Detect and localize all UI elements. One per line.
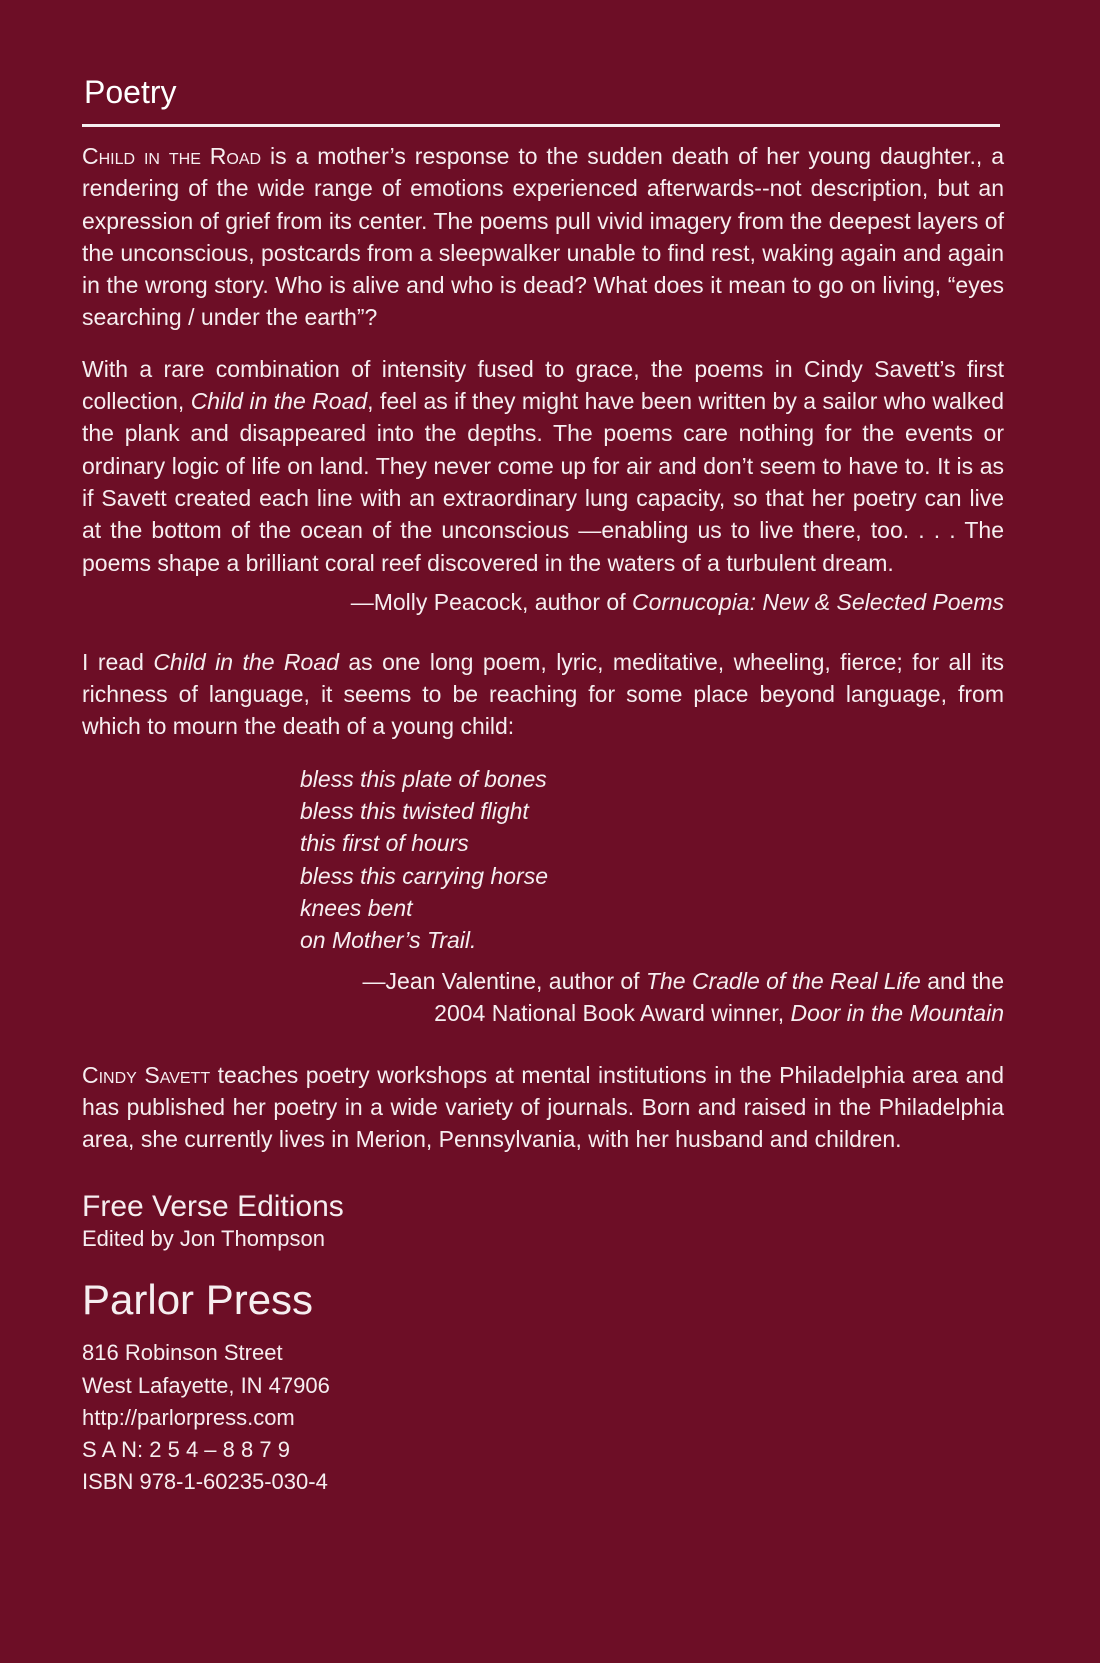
verse-line: this first of hours [300, 830, 469, 857]
author-name: Cindy Savett [82, 1061, 211, 1088]
attribution-suffix: and the [920, 967, 1004, 994]
attribution-line-1 [82, 965, 1004, 997]
attribution-title: Cornucopia: New & Selected Poems [631, 588, 1004, 615]
blurb-peacock [82, 353, 1004, 579]
attribution-prefix: —Jean Valentine, author of [362, 967, 646, 994]
blurb-text-before: With a rare combination of intensity fused to grace, the poems in Cindy Savett’s first collection, [82, 355, 1004, 415]
book-title: Child in the Road [82, 143, 262, 169]
attribution-line-2 [82, 997, 1004, 1029]
blurb-text-after: as one long poem, lyric, meditative, wheeling, fierce; for all its richness of language, it seems to be reaching for some place beyond language, from which to mourn the death of a young child: [82, 648, 1004, 740]
verse-line: bless this plate of bones [300, 765, 547, 792]
publisher-city: West Lafayette, IN 47906 [82, 1372, 330, 1398]
quoted-verse [300, 763, 1004, 957]
publisher-street: 816 Robinson Street [82, 1340, 283, 1366]
publisher-url: http://parlorpress.com [82, 1404, 295, 1430]
verse-line: on Mother’s Trail. [300, 927, 477, 954]
blurb-valentine-attribution [82, 965, 1004, 1029]
verse-line: bless this carrying horse [300, 862, 548, 889]
author-bio [82, 1059, 1004, 1156]
genre-label: Poetry [84, 74, 177, 110]
publisher-address [82, 1337, 1004, 1498]
publisher-san: S A N: 2 5 4 – 8 8 7 9 [82, 1437, 290, 1463]
blurb-text-after: , feel as if they might have been written by a sailor who walked the plank and disappeared into the depths. The poems care nothing for the events or ordinary logic of life on land. They never come up for air and don’t seem to have to. It is as if Savett created each line with an extraordinary lung capacity, so that her poetry can live at the bottom of the ocean of the unconscious —enabling us to live there, too. . . . The poems shape a brilliant coral reef discovered in the waters of a turbulent dream. [82, 388, 1004, 576]
series-editor: Edited by Jon Thompson [82, 1226, 325, 1252]
blurb-book-title: Child in the Road [190, 388, 368, 415]
verse-line: knees bent [300, 894, 413, 921]
bio-text: teaches poetry workshops at mental institutions in the Philadelphia area and has published her poetry in a wide variety of journals. Born and raised in the Philadelphia area, she currently lives in Merion, Pennsylvania, with her husband and children. [82, 1061, 1004, 1153]
blurb-text-before: I read [82, 648, 154, 675]
attribution-prefix: —Molly Peacock, author of [350, 588, 632, 615]
publisher-name: Parlor Press [82, 1276, 314, 1324]
blurb-peacock-attribution [82, 586, 1004, 618]
description-text: is a mother’s response to the sudden death of her young daughter., a rendering of the wide range of emotions experienced afterwards--not description, but an expression of grief from its center. The poems pull vivid imagery from the deepest layers of the unconscious, postcards from a sleepwalker unable to find rest, waking again and again in the wrong story. Who is alive and who is dead? What does it mean to go on living, “eyes searching / under the earth”? [82, 143, 1004, 331]
blurb-valentine [82, 646, 1004, 743]
series-block [82, 1189, 1004, 1253]
series-name: Free Verse Editions [82, 1190, 344, 1224]
book-description [82, 140, 1004, 334]
attribution-prefix: 2004 National Book Award winner, [434, 999, 791, 1026]
attribution-title: Door in the Mountain [790, 999, 1004, 1026]
publisher-isbn: ISBN 978-1-60235-030-4 [82, 1469, 328, 1495]
attribution-title: The Cradle of the Real Life [645, 967, 921, 994]
verse-line: bless this twisted flight [300, 798, 529, 825]
blurb-book-title: Child in the Road [153, 648, 339, 675]
divider-rule [82, 124, 1000, 127]
cover-text [82, 140, 1004, 1498]
publisher-block [82, 1275, 1004, 1498]
